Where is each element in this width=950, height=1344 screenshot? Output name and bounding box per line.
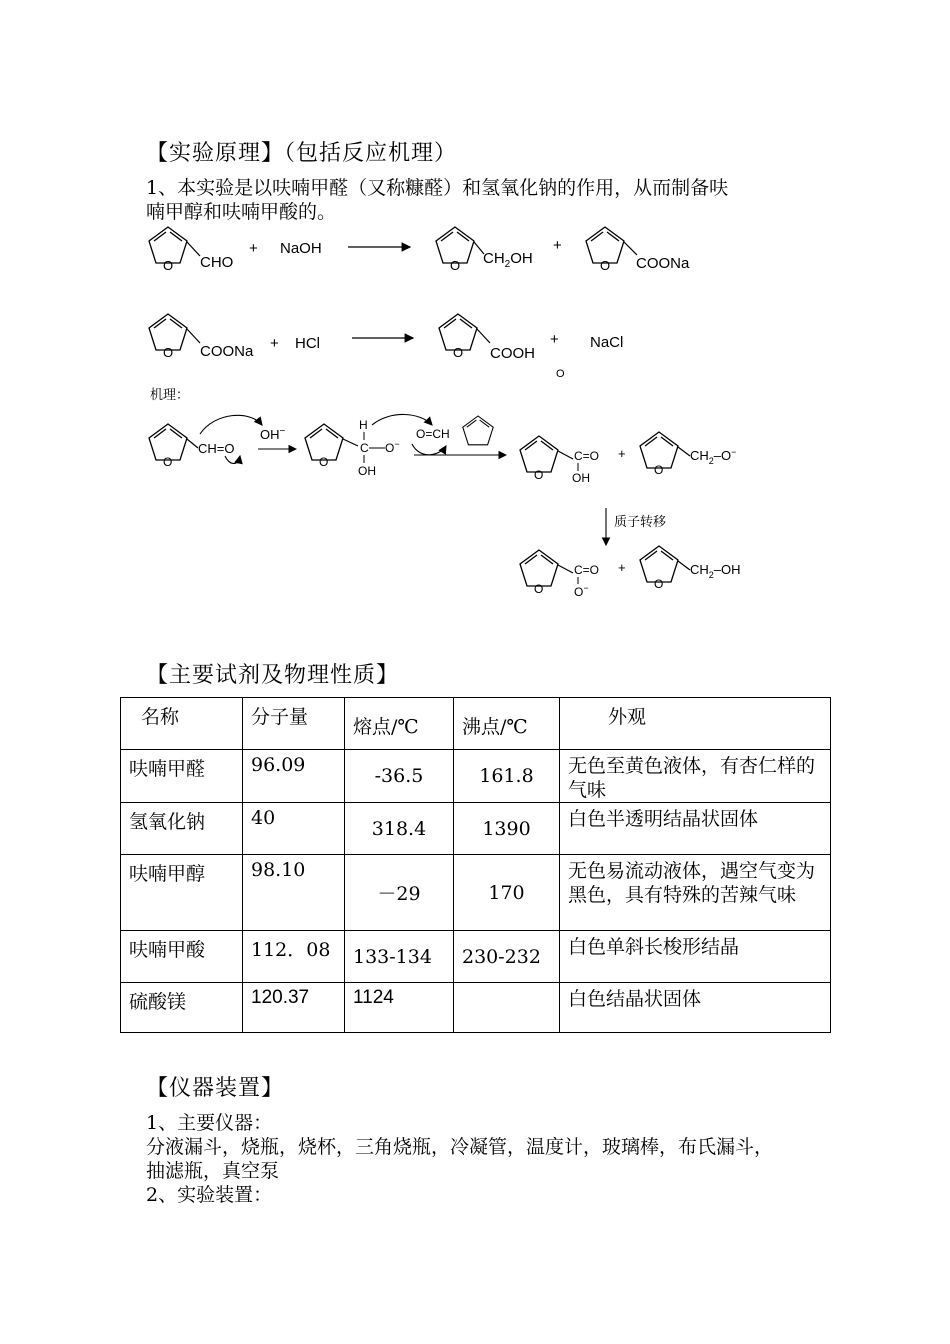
mechanism-step-1 [149,415,296,469]
apparatus-line-2: 分液漏斗，烧瓶，烧杯，三角烧瓶，冷凝管，温度计，玻璃棒，布氏漏斗， [146,1136,774,1158]
cell-mp: 318.4 [371,817,427,840]
plus-sign: + [618,446,626,461]
ch2oh-label: $CH_2OH$ [483,250,533,270]
cell-appearance: 白色单斜长梭形结晶 [568,936,740,958]
cell-mp: －29 [377,883,421,905]
mechanism-products-1 [520,432,736,485]
cell-bp: 1390 [482,817,531,840]
svg-text:O: O [450,258,461,273]
reaction-scheme [0,220,950,620]
hcl-label: HCl [295,335,320,352]
cell-name: 呋喃甲醇 [129,863,206,885]
apparatus-line-1: 1、主要仪器： [146,1112,273,1134]
ch-eq-o-label: CH=O [198,441,235,456]
header-bp: 沸点/℃ [462,716,528,738]
header-mw: 分子量 [251,706,309,728]
curved-arrow [372,414,432,425]
plus-sign: + [618,560,626,575]
cell-name: 氢氧化钠 [129,811,206,833]
header-mp: 熔点/℃ [353,716,419,738]
furan-ring-icon [149,424,187,469]
header-appearance: 外观 [608,706,647,728]
svg-text:O: O [319,455,329,469]
svg-text:O: O [453,345,464,360]
table-row [121,750,831,803]
svg-text:O: O [534,468,544,482]
mechanism-products-2 [520,546,741,599]
svg-text:OH: OH [572,471,590,485]
furan-ring-icon [520,436,558,482]
reaction-2 [149,314,623,380]
reaction-1 [149,227,690,273]
reagents-table [120,697,831,1033]
header-name: 名称 [141,706,180,728]
svg-text:C: C [360,441,369,455]
apparatus-line-4: 2、实验装置： [146,1184,273,1206]
proton-transfer-label: 质子转移 [614,514,667,529]
svg-text:O: O [534,582,544,596]
principle-line-1: 1、本实验是以呋喃甲醛（又称糠醛）和氢氧化钠的作用，从而制备呋 [146,177,729,199]
cell-appearance: 无色易流动液体，遇空气变为黑色，具有特殊的苦辣气味 [568,860,816,906]
svg-text:O: O [163,345,174,360]
cell-mp: 133-134 [353,946,432,968]
plus-sign: + [553,237,562,254]
svg-text:OH: OH [358,464,376,478]
cell-mp: 1124 [353,987,394,1008]
alkoxide-label: O− [385,439,400,455]
hydroxide-label: OH− [260,426,286,442]
plus-sign: + [550,331,559,348]
cooh-label: COOH [490,345,535,362]
naoh-label: NaOH [280,240,322,257]
svg-text:O: O [163,455,173,469]
furan-ring-icon [439,314,477,360]
principle-line-2: 喃甲醇和呋喃甲酸的。 [146,201,337,223]
mechanism-intermediate [305,414,506,478]
coona-label: COONa [200,343,254,360]
cell-mw: 120.37 [251,987,310,1008]
reagents-heading: 【主要试剂及物理性质】 [146,663,400,688]
table-row [121,803,831,855]
furan-ring-icon [586,227,624,273]
ch2-o-minus-label: $CH_2-O^-$ [690,447,737,466]
furan-ring-icon [640,432,678,477]
o-eq-ch-label: O=CH [416,427,450,441]
table-row [121,855,831,931]
apparatus-line-3: 抽滤瓶，真空泵 [146,1160,280,1182]
cell-appearance: 白色结晶状固体 [568,988,702,1010]
principle-heading: 【实验原理】（包括反应机理） [146,141,458,166]
furan-ring-icon [149,314,187,360]
ch2-oh-label: $CH_2-OH$ [690,562,741,580]
carbonyl-label: C=O [574,449,600,463]
cell-mw: 40 [251,807,276,829]
stray-o-mark: O [556,368,565,380]
furan-ring-icon [305,424,343,469]
coona-label: COONa [636,255,690,272]
cell-name: 硫酸镁 [129,991,187,1013]
cell-mw: 96.09 [251,754,306,776]
furan-ring-icon [463,416,493,445]
cho-label: CHO [200,254,234,271]
furan-ring-icon [640,546,678,591]
curved-arrow [412,444,446,455]
apparatus-heading: 【仪器装置】 [146,1076,285,1101]
svg-text:O: O [654,577,664,591]
nacl-label: NaCl [590,334,624,351]
cell-name: 呋喃甲醛 [129,758,206,780]
table-header-row [121,698,831,750]
cell-bp: 170 [488,881,525,904]
svg-text:O: O [163,258,174,273]
cell-bp: 230-232 [462,946,541,968]
cell-bp [454,983,559,987]
carbonyl-label: C=O [574,563,600,577]
cell-appearance: 无色至黄色液体，有杏仁样的气味 [568,755,816,801]
mechanism-label: 机理： [150,387,190,402]
cell-mw: 112．08 [251,939,331,961]
curved-arrow [200,415,262,434]
cell-mw: 98.10 [251,859,306,881]
cell-bp: 161.8 [479,765,534,787]
cell-appearance: 白色半透明结晶状固体 [568,808,759,830]
svg-text:H: H [359,418,368,432]
plus-sign: + [249,240,258,257]
svg-text:O: O [654,463,664,477]
furan-ring-icon [520,550,558,596]
furan-ring-icon [149,227,187,273]
cell-name: 呋喃甲酸 [129,939,206,961]
furan-ring-icon [436,227,474,273]
cell-mp: -36.5 [374,765,424,787]
plus-sign: + [270,335,279,352]
carboxylate-o-label: O− [574,583,589,599]
curved-arrow [225,456,240,464]
svg-text:O: O [600,258,611,273]
table-row [121,931,831,983]
table-row [121,983,831,1033]
